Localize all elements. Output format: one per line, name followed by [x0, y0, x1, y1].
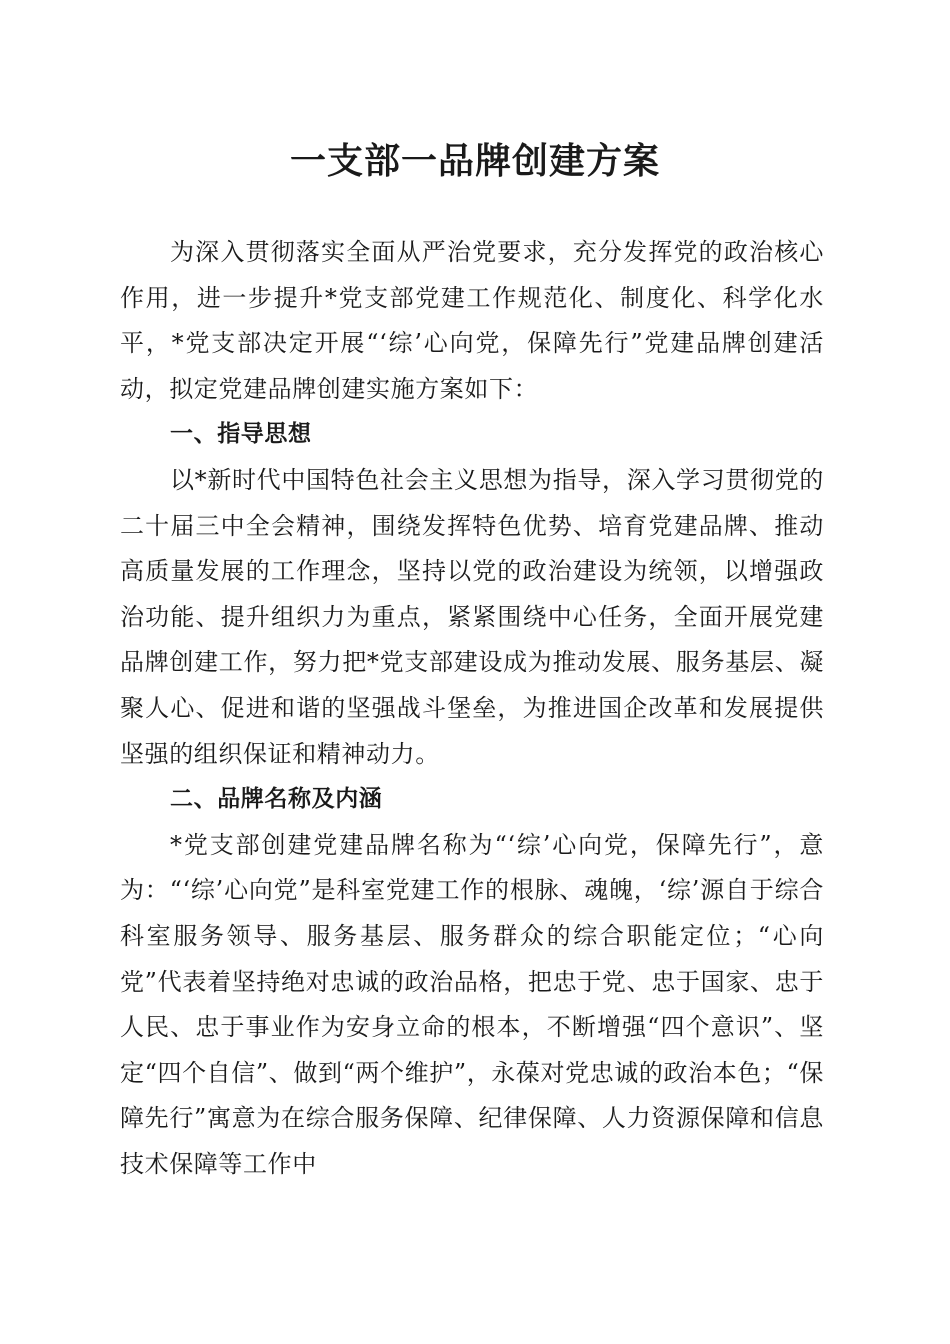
- section-body-brand-name: *党支部创建党建品牌名称为“‘综’心向党，保障先行”，意为：“‘综’心向党”是科室党建工作的根脉、魂魄，‘综’源自于综合科室服务领导、服务基层、服务群众的综合职能定位；“心向党”代表着坚持绝对忠诚的政治品格，把忠于党、忠于国家、忠于人民、忠于事业作为安身立命的根本，不断增强“四个意识”、坚定“四个自信”、做到“两个维护”，永葆对党忠诚的政治本色；“保障先行”寓意为在综合服务保障、纪律保障、人力资源保障和信息技术保障等工作中: [120, 830, 824, 1178]
- intro-paragraph: 为深入贯彻落实全面从严治党要求，充分发挥党的政治核心作用，进一步提升*党支部党建工作规范化、制度化、科学化水平，*党支部决定开展“‘综’心向党，保障先行”党建品牌创建活动，拟定党建品牌创建实施方案如下：: [120, 238, 824, 403]
- section-heading-brand-name: 二、品牌名称及内涵: [170, 786, 383, 813]
- section-body-guiding-ideology: 以*新时代中国特色社会主义思想为指导，深入学习贯彻党的二十届三中全会精神，围绕发挥特色优势、培育党建品牌、推动高质量发展的工作理念，坚持以党的政治建设为统领，以增强政治功能、提升组织力为重点，紧紧围绕中心任务，全面开展党建品牌创建工作，努力把*党支部建设成为推动发展、服务基层、凝聚人心、促进和谐的坚强战斗堡垒，为推进国企改革和发展提供坚强的组织保证和精神动力。: [120, 465, 824, 768]
- document-title: 一支部一品牌创建方案: [289, 140, 660, 182]
- document-body: [120, 230, 824, 1187]
- section-heading-guiding-ideology: 一、指导思想: [170, 421, 312, 448]
